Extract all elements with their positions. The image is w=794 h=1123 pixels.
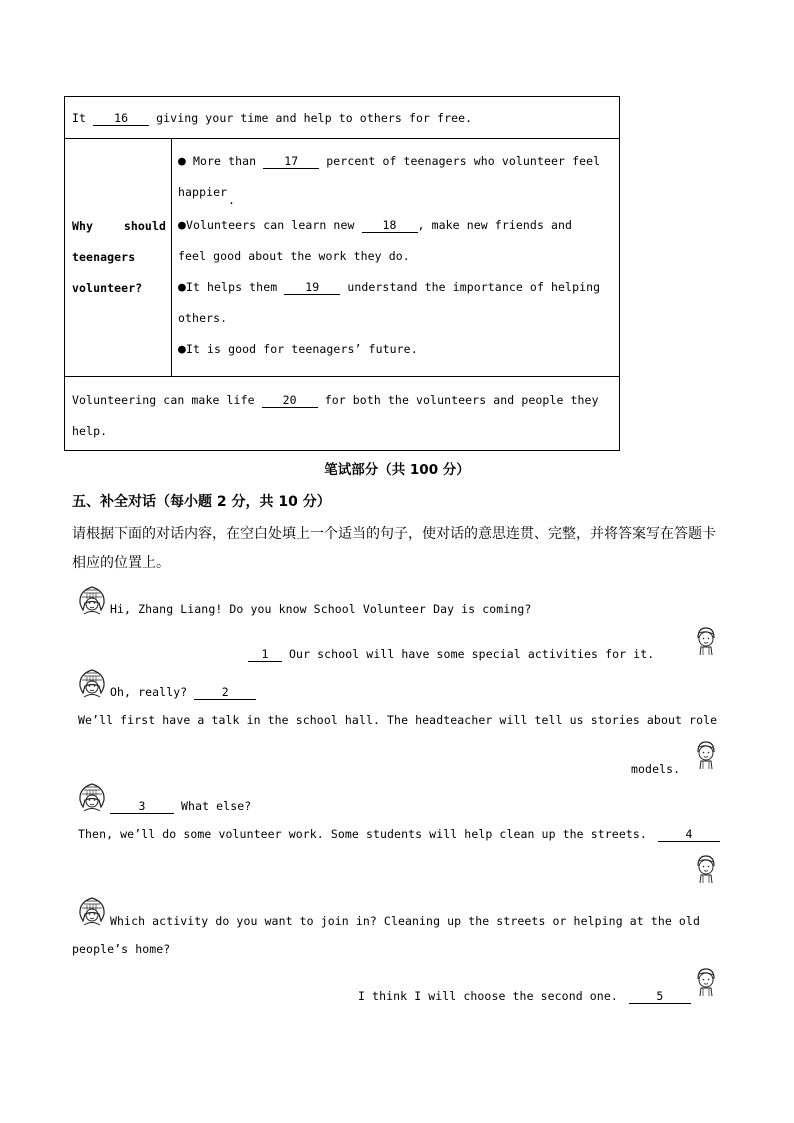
bullet-item xyxy=(178,272,613,303)
bullet-dot: ● xyxy=(178,218,186,233)
bullet-dot: ● xyxy=(178,342,186,357)
bullet-text: percent of teenagers who volunteer feel xyxy=(326,154,601,168)
row-heading xyxy=(65,139,172,377)
blank-4[interactable]: 4 xyxy=(658,828,720,842)
blank-1[interactable]: 1 xyxy=(248,648,282,662)
written-part-title: 笔试部分（共 100 分） xyxy=(324,462,470,478)
dialogue-line: models. xyxy=(631,762,681,776)
bullet-text: , make new friends and xyxy=(417,218,573,232)
table-row xyxy=(65,139,620,377)
bullet-dot: ● xyxy=(178,280,186,295)
bullet-item xyxy=(178,146,613,177)
dialogue-line: Hi, Zhang Liang! Do you know School Volunteer Day is coming? xyxy=(110,602,532,616)
bullet-text: . xyxy=(228,193,236,207)
heading-word: Why xyxy=(72,219,94,233)
bullet-text: Volunteers can learn new xyxy=(185,218,355,232)
dialogue-line: We’ll first have a talk in the school hall. The headteacher will tell us stories about role xyxy=(78,713,718,727)
table-row xyxy=(65,377,620,451)
dialogue-line xyxy=(358,989,691,1004)
boy-avatar-icon xyxy=(690,738,722,770)
blank-20[interactable]: 20 xyxy=(262,394,318,408)
boy-avatar-icon xyxy=(690,965,722,997)
cell-text: help. xyxy=(72,424,108,438)
heading-word: volunteer? xyxy=(72,281,143,295)
blank-3[interactable]: 3 xyxy=(110,800,174,814)
dialogue-line xyxy=(248,647,654,662)
bullet-item xyxy=(178,334,613,365)
boy-avatar-icon xyxy=(690,624,722,656)
girl-avatar-icon xyxy=(76,894,108,926)
blank-17[interactable]: 17 xyxy=(263,155,319,169)
dialogue-line xyxy=(110,799,251,814)
dialogue-text: Then, we’ll do some volunteer work. Some students will help clean up the streets. xyxy=(78,827,647,841)
girl-avatar-icon xyxy=(76,583,108,615)
instruction-line: 相应的位置上。 xyxy=(72,555,170,571)
dialogue-text: What else? xyxy=(181,799,252,813)
heading-word: should xyxy=(123,219,166,233)
dialogue-line: people’s home? xyxy=(72,942,171,956)
table-row xyxy=(65,97,620,139)
bullet-text: understand the importance of helping xyxy=(347,280,601,294)
cell-text: It xyxy=(72,111,87,125)
heading-word: teenagers xyxy=(72,250,136,264)
bullet-text: others. xyxy=(178,311,228,325)
instruction-line: 请根据下面的对话内容，在空白处填上一个适当的句子，使对话的意思连贯、完整，并将答案写在答题卡 xyxy=(72,526,716,542)
girl-avatar-icon xyxy=(76,666,108,698)
cell-text: for both the volunteers and people they xyxy=(324,393,599,407)
bullet-dot: ● xyxy=(178,154,186,169)
boy-avatar-icon xyxy=(690,852,722,884)
bullets-cell xyxy=(172,139,620,377)
dialogue-text: Our school will have some special activities for it. xyxy=(289,647,655,661)
bullet-item-cont xyxy=(178,177,613,208)
bullet-text: feel good about the work they do. xyxy=(178,249,410,263)
section-title: 五、补全对话（每小题 2 分，共 10 分） xyxy=(72,494,331,510)
bullet-text: happier xyxy=(178,185,228,199)
blank-18[interactable]: 18 xyxy=(362,219,418,233)
blank-2[interactable]: 2 xyxy=(194,686,256,700)
dialogue-text: I think I will choose the second one. xyxy=(358,989,618,1003)
cell-text: Volunteering can make life xyxy=(72,393,255,407)
info-table xyxy=(64,96,620,451)
table-cell xyxy=(65,97,620,139)
girl-avatar-icon xyxy=(76,780,108,812)
dialogue-line: Which activity do you want to join in? Cleaning up the streets or helping at the old xyxy=(110,914,700,928)
table-cell xyxy=(65,377,620,451)
bullet-text: It helps them xyxy=(185,280,278,294)
bullet-text: More than xyxy=(192,154,257,168)
blank-19[interactable]: 19 xyxy=(284,281,340,295)
bullet-item xyxy=(178,210,613,241)
cell-text: giving your time and help to others for free. xyxy=(156,111,473,125)
blank-5[interactable]: 5 xyxy=(629,990,691,1004)
bullet-text: It is good for teenagers’ future. xyxy=(185,342,418,356)
blank-16[interactable]: 16 xyxy=(93,112,149,126)
dialogue-text: Oh, really? xyxy=(110,685,188,699)
dialogue-line xyxy=(78,827,720,842)
dialogue-line xyxy=(110,685,256,700)
